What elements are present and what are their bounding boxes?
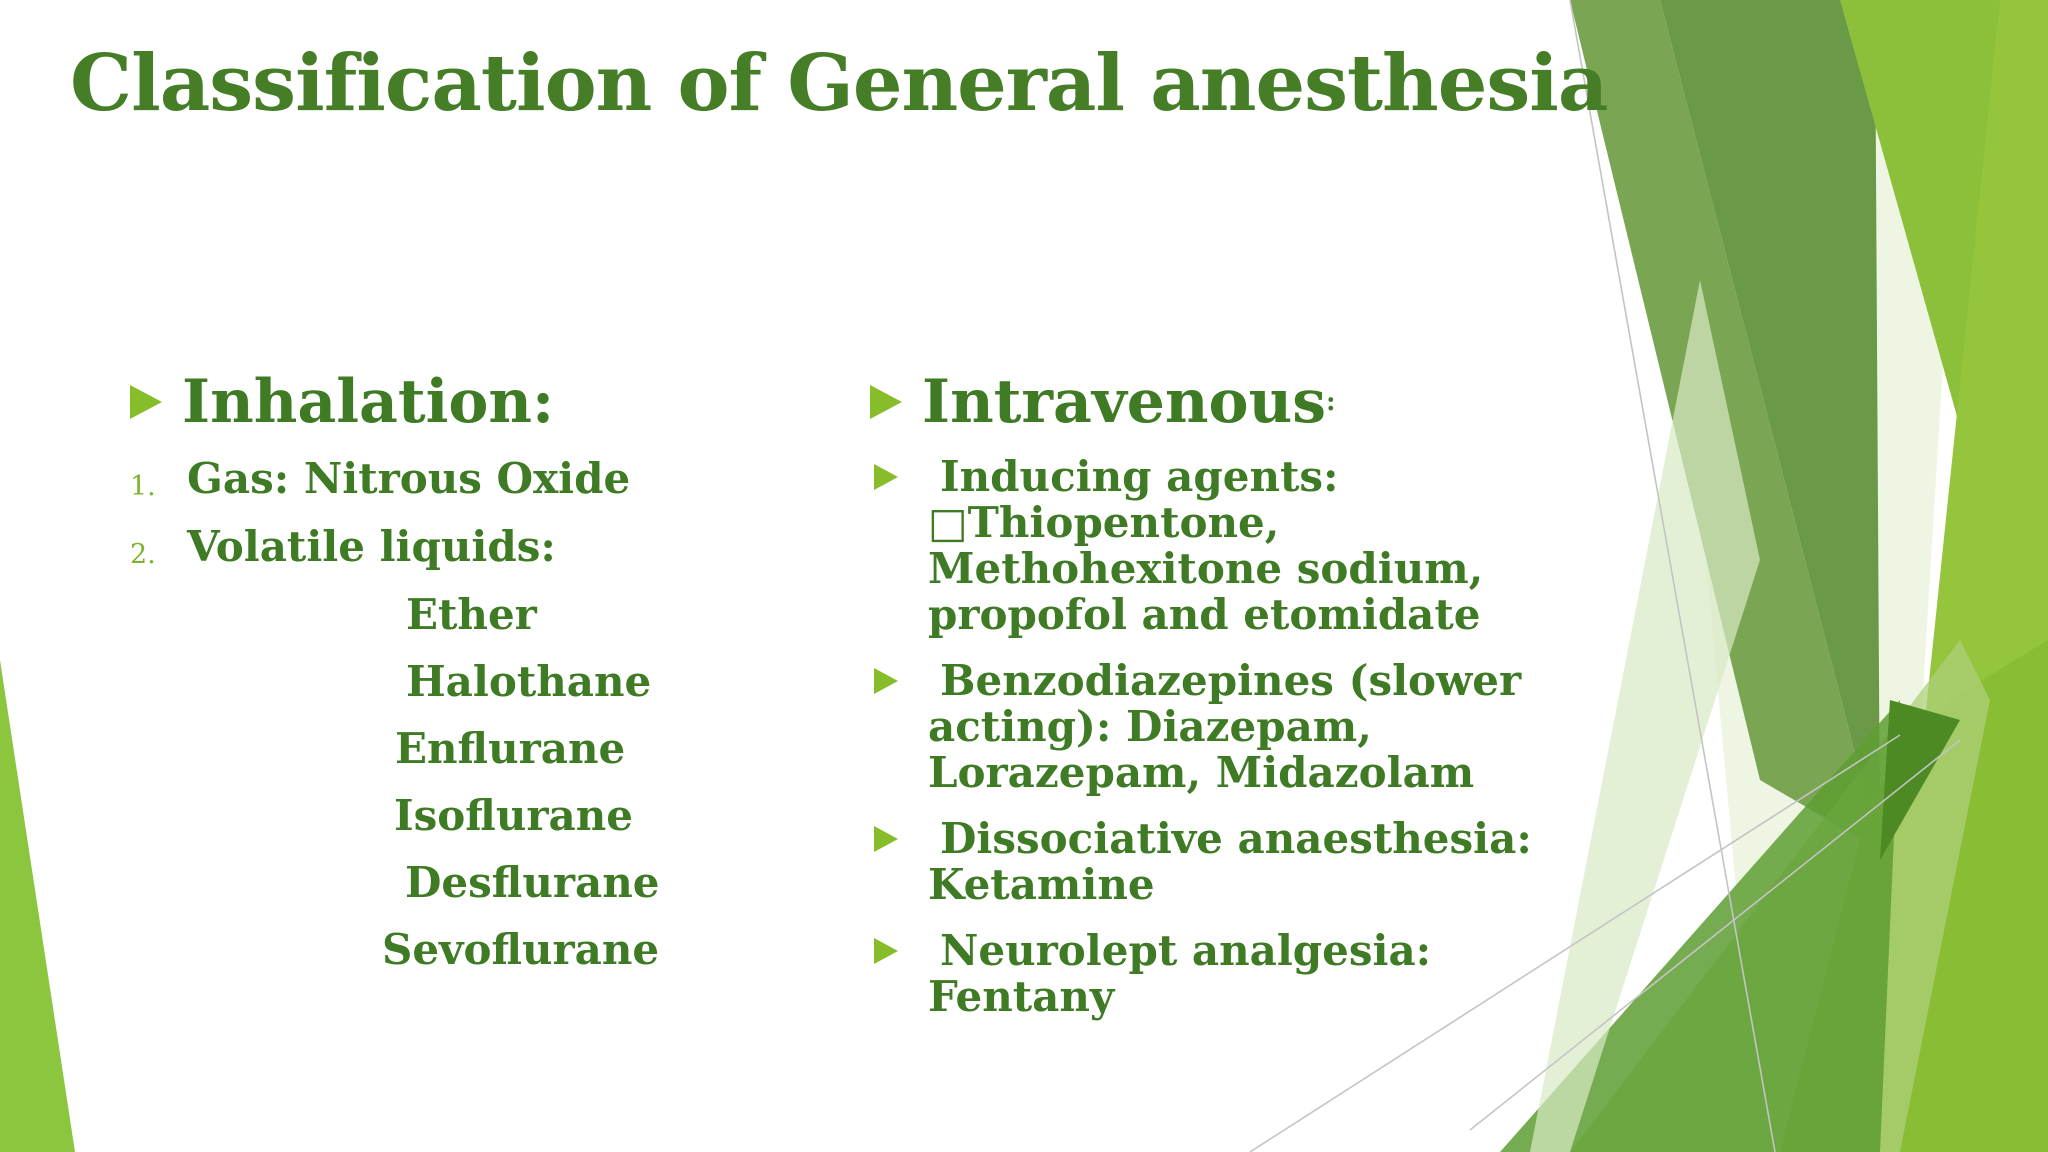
list-item-text: Volatile liquids: [187, 522, 556, 571]
list-item [130, 522, 780, 590]
intravenous-heading [870, 362, 1590, 442]
list-item-text: Dissociative anaesthesia: Ketamine [928, 814, 1532, 909]
volatile-liquid-item: Ether [406, 590, 537, 639]
volatile-liquids-list [130, 590, 780, 992]
volatile-liquid-item: Halothane [406, 657, 652, 706]
list-item-text: Gas: Nitrous Oxide [187, 454, 631, 503]
volatile-liquid-item: Sevoflurane [382, 925, 660, 974]
intravenous-column [870, 362, 1590, 1040]
volatile-liquid-item: Enflurane [395, 724, 626, 773]
triangle-right-icon [874, 668, 898, 694]
list-number: 2. [130, 539, 156, 570]
inhalation-list [130, 454, 780, 590]
triangle-right-icon [870, 385, 902, 419]
list-item-text: Benzodiazepines (slower acting): Diazepam, Lorazepam, Midazolam [928, 656, 1522, 797]
intravenous-list [870, 454, 1590, 1020]
list-item-text: Neurolept analgesia: Fentany [928, 926, 1432, 1021]
list-item [870, 454, 1608, 638]
triangle-right-icon [874, 938, 898, 964]
intravenous-heading-colon: : [1325, 387, 1336, 417]
inhalation-heading-text: Inhalation: [182, 367, 555, 437]
triangle-right-icon [874, 464, 898, 490]
volatile-liquid-item: Desflurane [405, 858, 660, 907]
intravenous-heading-text: Intravenous [922, 367, 1326, 437]
triangle-right-icon [130, 385, 162, 419]
list-item [130, 454, 780, 522]
slide-title: Classification of General anesthesia [70, 38, 1608, 129]
decor-shape-left [0, 660, 75, 1152]
list-item [870, 658, 1608, 796]
list-item [870, 816, 1608, 908]
list-item [870, 928, 1608, 1020]
triangle-right-icon [874, 826, 898, 852]
inhalation-heading [130, 362, 780, 442]
list-number: 1. [130, 471, 156, 502]
list-item-text: Inducing agents: □Thiopentone, Methohexitone sodium, propofol and etomidate [928, 452, 1484, 639]
volatile-liquid-item: Isoflurane [394, 791, 633, 840]
inhalation-column [130, 362, 780, 992]
